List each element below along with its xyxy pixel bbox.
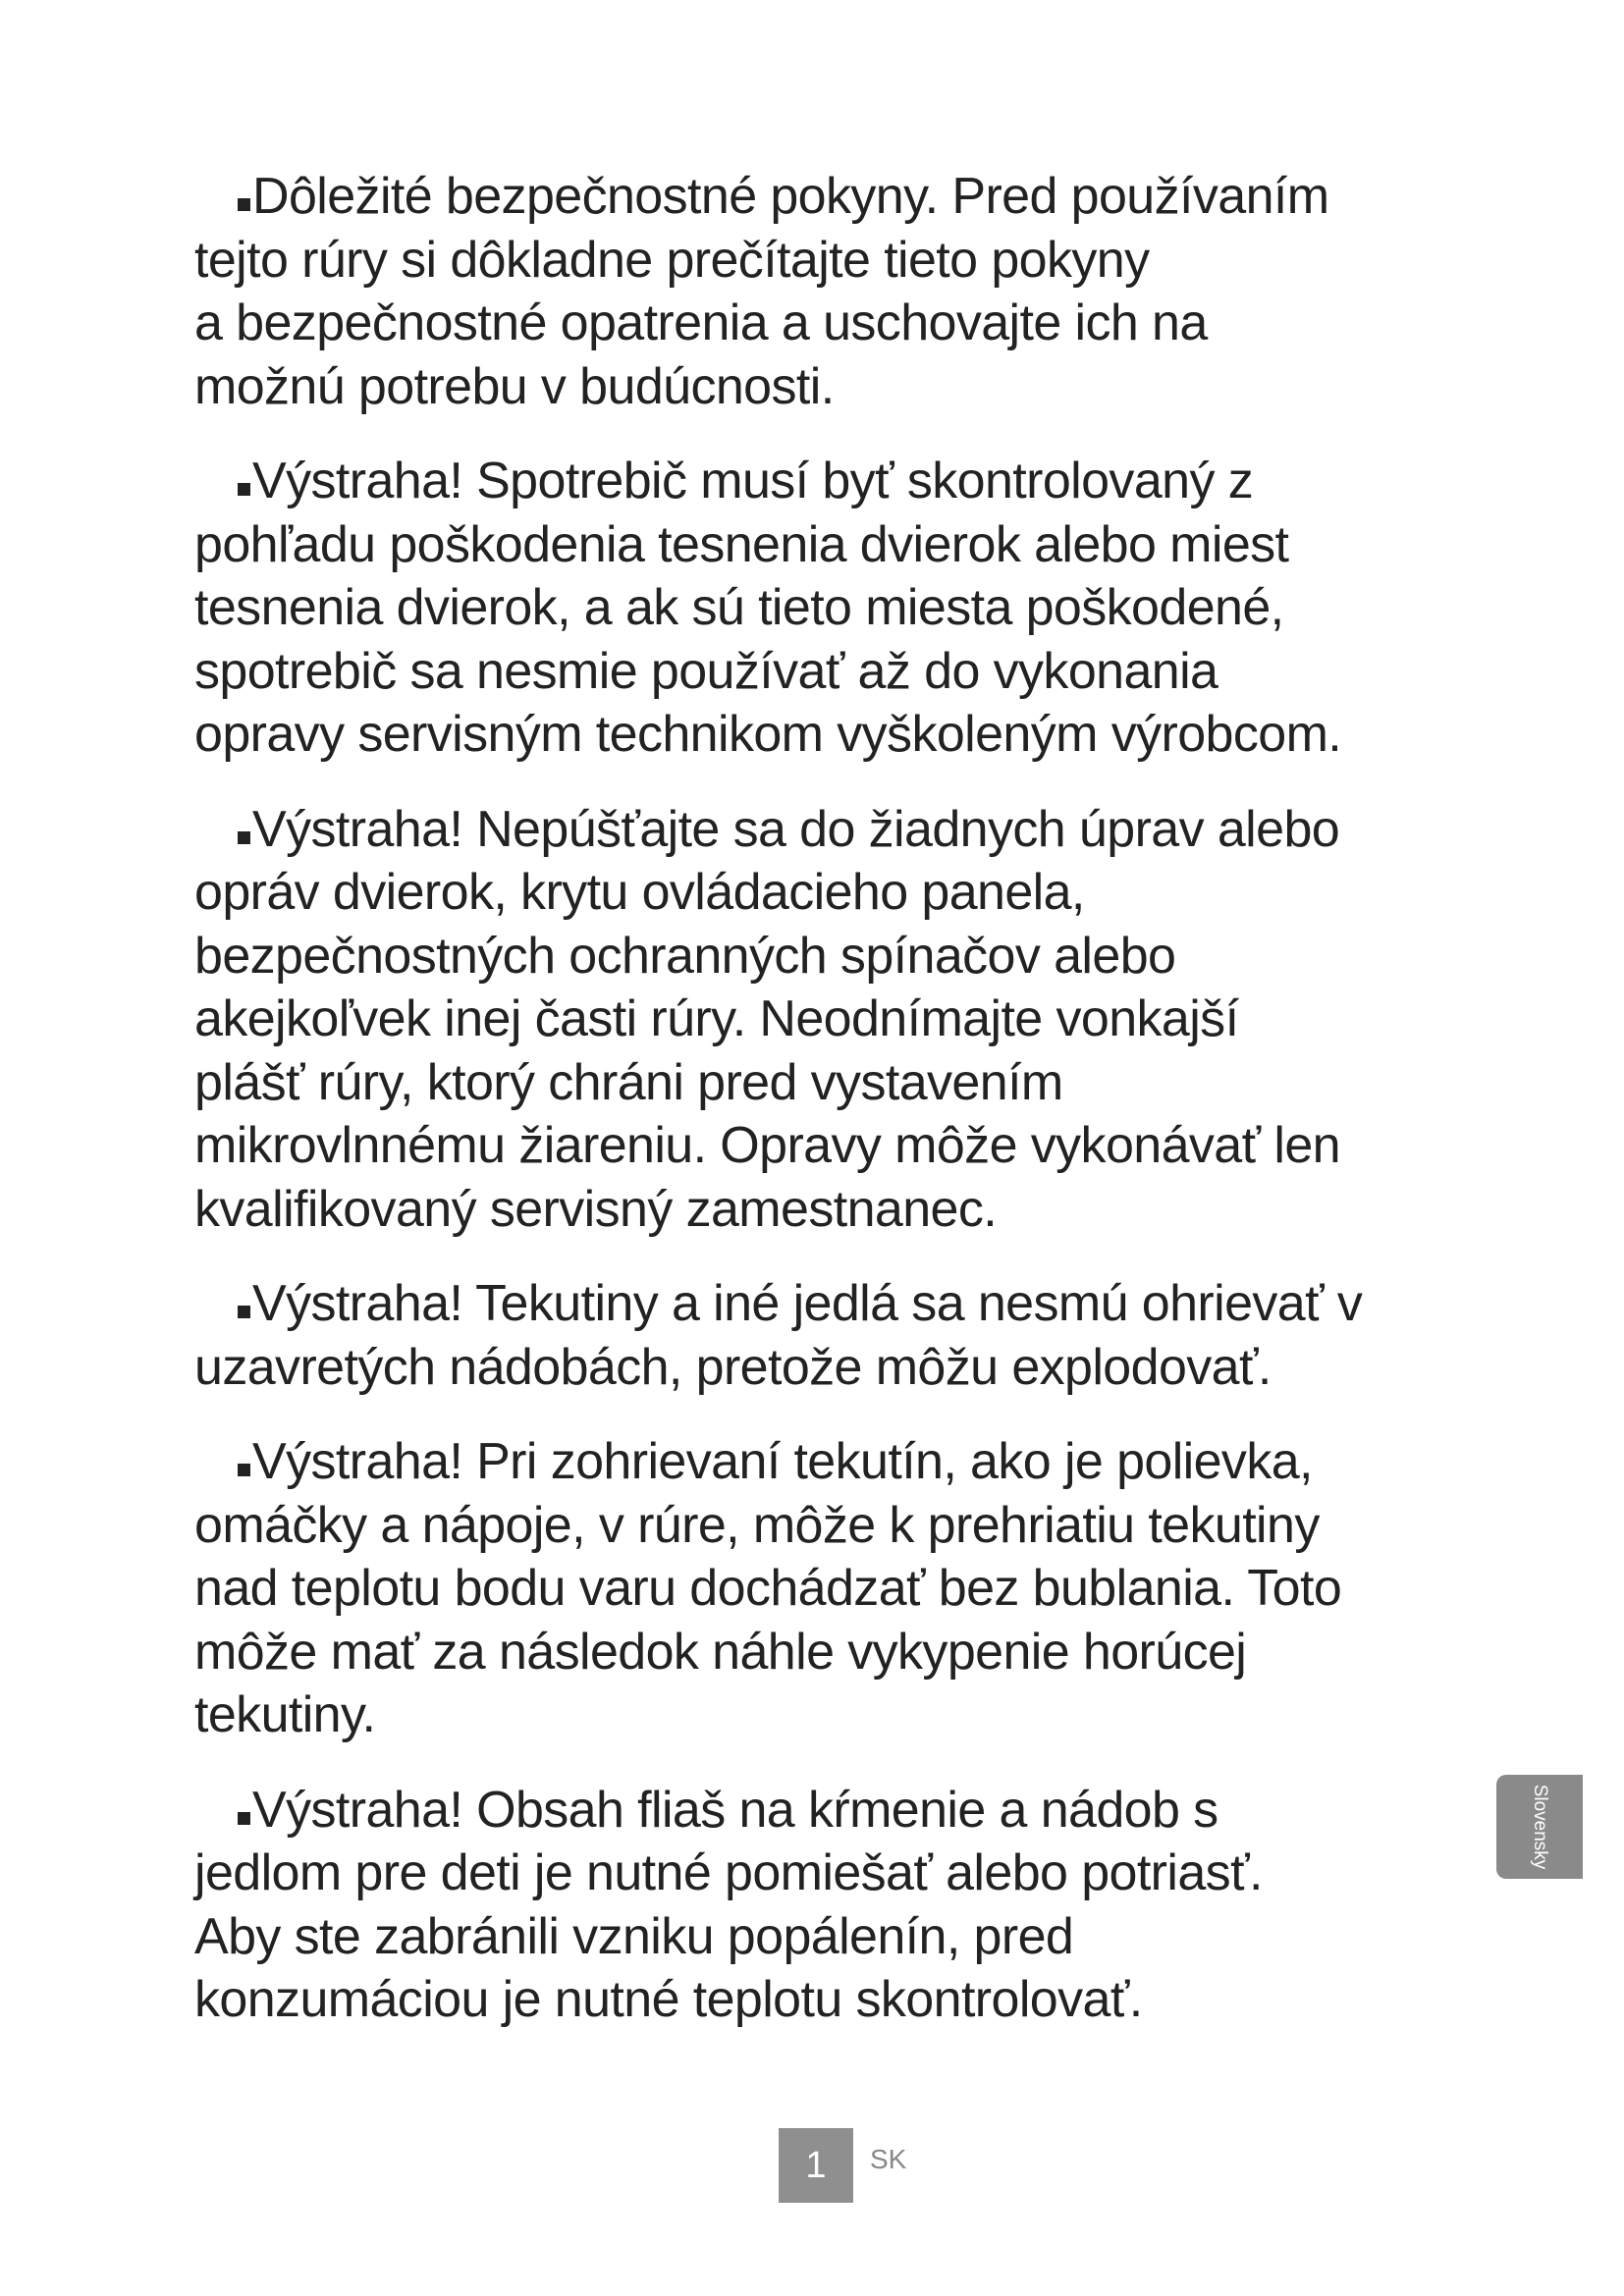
- bullet-square-icon: [238, 1306, 250, 1318]
- instructions-content: [194, 165, 1471, 2063]
- paragraph-line: Výstraha! Obsah fliaš na kŕmenie a nádob s: [194, 1779, 1471, 1842]
- bullet-square-icon: [238, 198, 250, 211]
- paragraph-line: Výstraha! Nepúšťajte sa do žiadnych úprav alebo: [194, 798, 1471, 862]
- paragraph-line: Aby ste zabránili vzniku popálenín, pred: [194, 1907, 1074, 1965]
- page-language-code: SK: [870, 2144, 907, 2174]
- paragraph-line: jedlom pre deti je nutné pomiešať alebo potriasť.: [194, 1844, 1263, 1901]
- safety-paragraph-repairs: [194, 798, 1471, 1242]
- paragraph-line: Dôležité bezpečnostné pokyny. Pred používaním: [194, 165, 1471, 229]
- safety-paragraph-sealed-containers: [194, 1272, 1471, 1399]
- paragraph-line: kvalifikovaný servisný zamestnanec.: [194, 1180, 998, 1238]
- safety-paragraph-important: [194, 165, 1471, 418]
- safety-paragraph-baby-food: [194, 1779, 1471, 2032]
- paragraph-line: Výstraha! Spotrebič musí byť skontrolovaný z: [194, 450, 1471, 513]
- safety-paragraph-liquids: [194, 1430, 1471, 1747]
- paragraph-line: bezpečnostných ochranných spínačov alebo: [194, 927, 1176, 985]
- paragraph-line: konzumáciou je nutné teplotu skontrolovať.: [194, 1971, 1143, 2028]
- bullet-square-icon: [238, 483, 250, 496]
- paragraph-line: nad teplotu bodu varu dochádzať bez bublania. Toto: [194, 1560, 1342, 1617]
- paragraph-line: tesnenia dvierok, a ak sú tieto miesta poškodené,: [194, 579, 1284, 636]
- paragraph-line: uzavretých nádobách, pretože môžu explodovať.: [194, 1338, 1272, 1396]
- paragraph-line: spotrebič sa nesmie používať až do vykonania: [194, 642, 1218, 700]
- paragraph-line: tekutiny.: [194, 1686, 376, 1743]
- paragraph-line: môže mať za následok náhle vykypenie horúcej: [194, 1623, 1247, 1681]
- bullet-square-icon: [238, 1464, 250, 1476]
- bullet-square-icon: [238, 1812, 250, 1825]
- paragraph-line: Výstraha! Pri zohrievaní tekutín, ako je polievka,: [194, 1430, 1471, 1494]
- paragraph-line: plášť rúry, ktorý chráni pred vystavením: [194, 1053, 1063, 1111]
- paragraph-line: a bezpečnostné opatrenia a uschovajte ich na: [194, 294, 1208, 351]
- paragraph-line: mikrovlnnému žiareniu. Opravy môže vykonávať len: [194, 1117, 1340, 1174]
- paragraph-line: tejto rúry si dôkladne prečítajte tieto pokyny: [194, 231, 1150, 289]
- paragraph-line: Výstraha! Tekutiny a iné jedlá sa nesmú ohrievať v: [194, 1272, 1471, 1336]
- paragraph-line: možnú potrebu v budúcnosti.: [194, 357, 835, 415]
- page-number: 1: [779, 2128, 853, 2203]
- language-side-tab: [1496, 1775, 1583, 1879]
- paragraph-line: opráv dvierok, krytu ovládacieho panela,: [194, 864, 1085, 921]
- safety-paragraph-door-seal: [194, 450, 1471, 767]
- paragraph-line: pohľadu poškodenia tesnenia dvierok alebo miest: [194, 515, 1289, 573]
- paragraph-line: opravy servisným technikom vyškoleným výrobcom.: [194, 706, 1342, 763]
- paragraph-line: omáčky a nápoje, v rúre, môže k prehriatiu tekutiny: [194, 1496, 1320, 1554]
- bullet-square-icon: [238, 831, 250, 844]
- language-side-tab-label: Slovensky: [1530, 1784, 1550, 1870]
- paragraph-line: akejkoľvek inej časti rúry. Neodnímajte vonkajší: [194, 990, 1239, 1047]
